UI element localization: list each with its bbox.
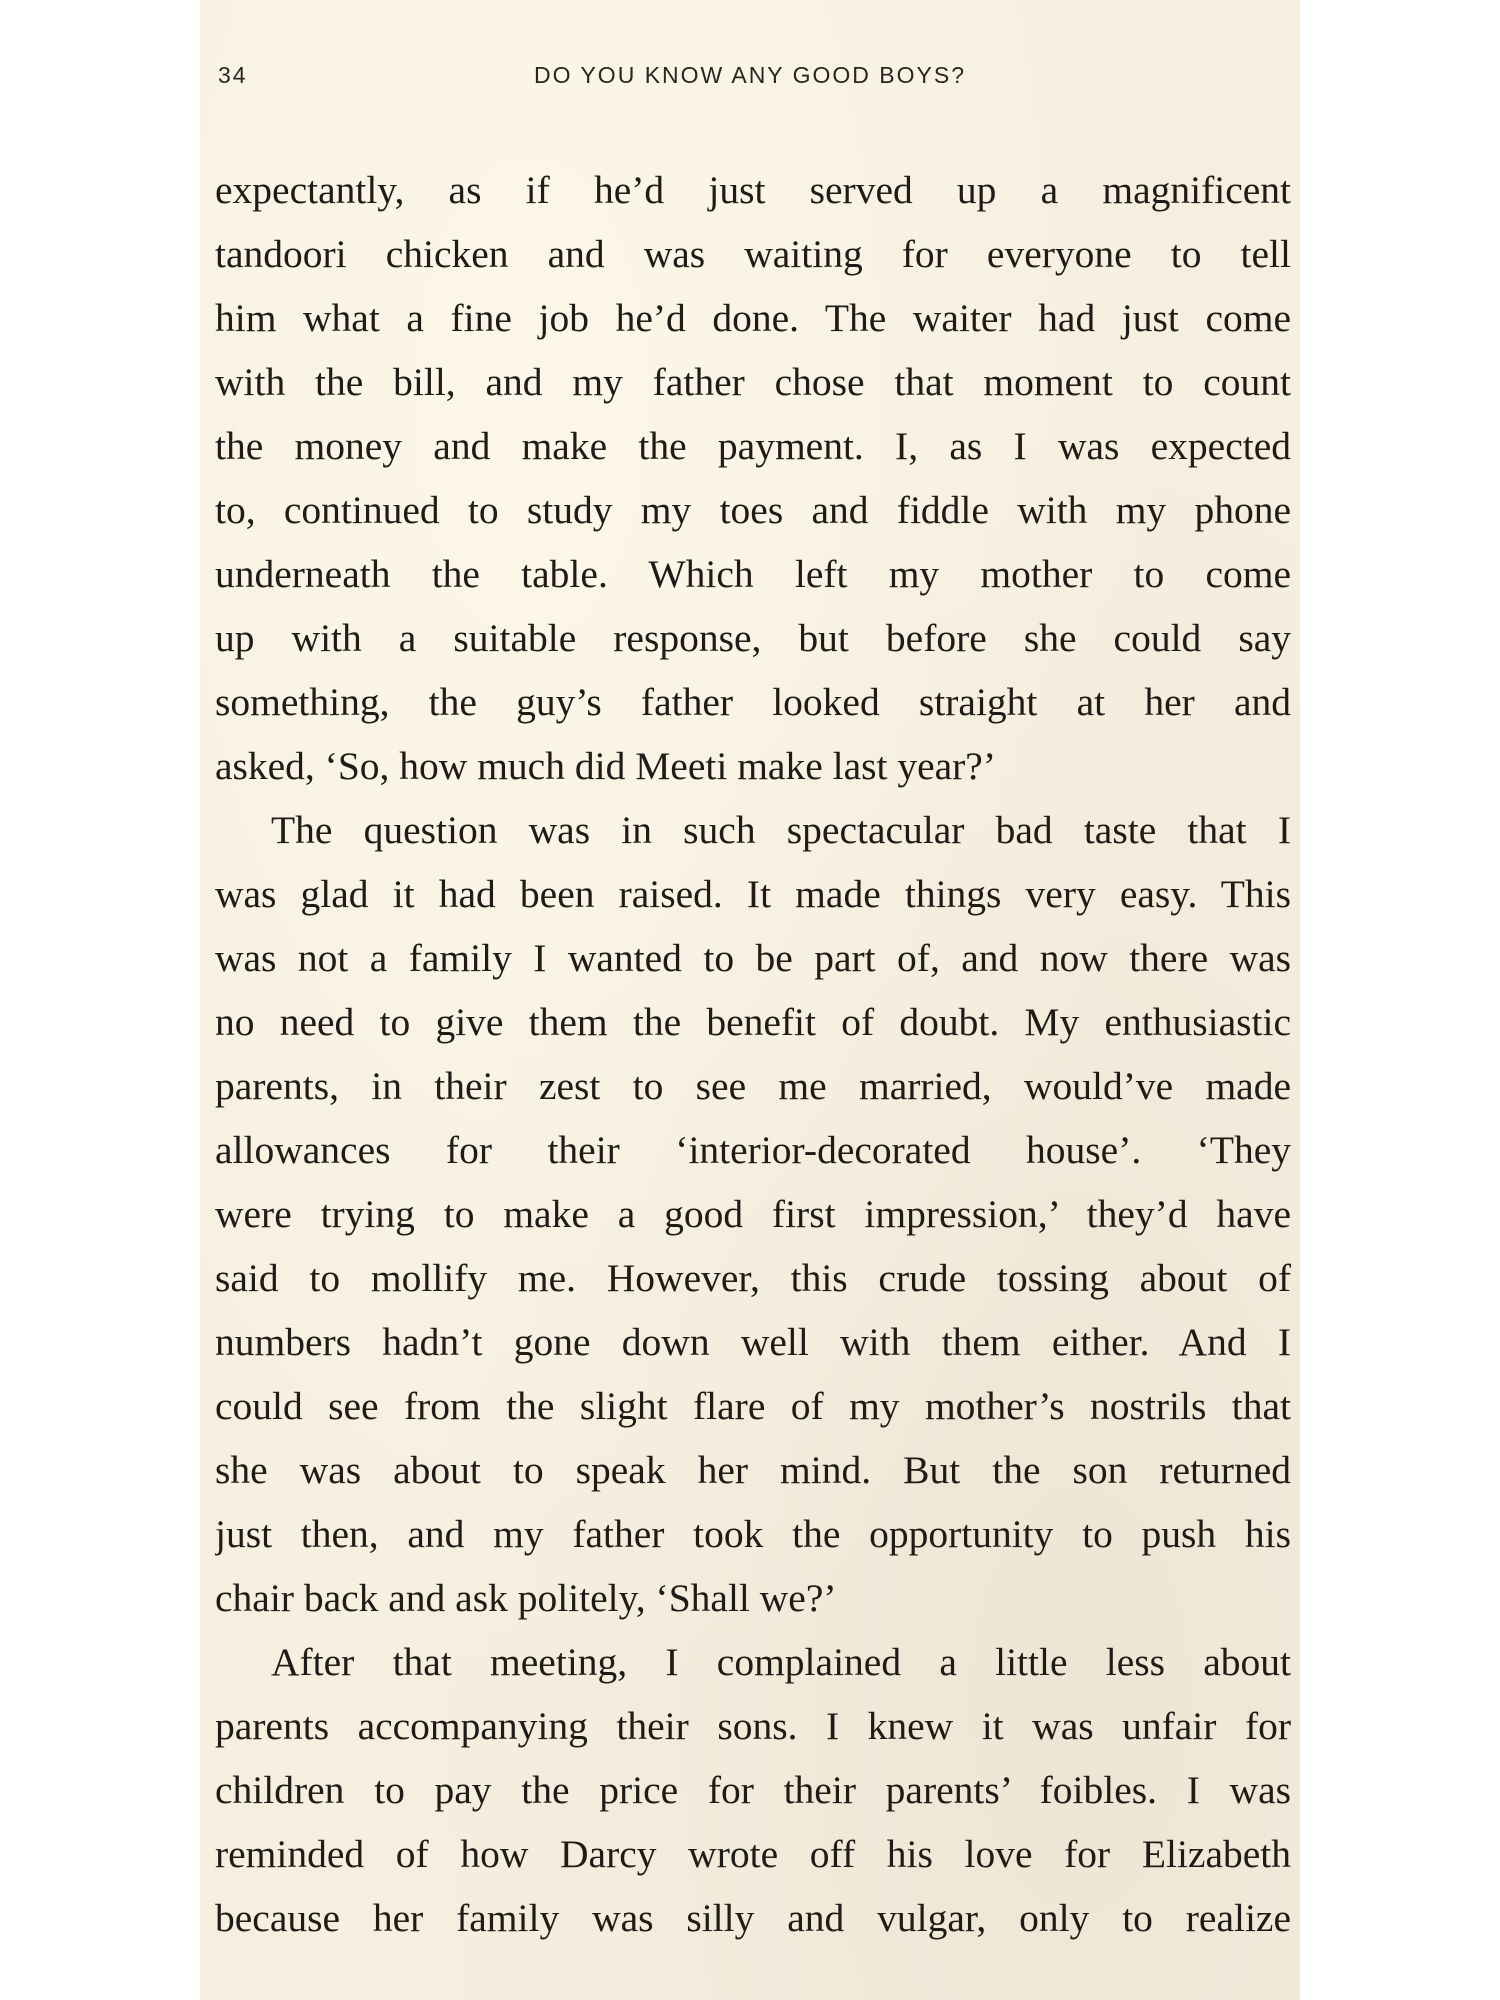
- text-line: parents, in their zest to see me married, would’ve made: [215, 1064, 1291, 1108]
- text-line: After that meeting, I complained a little less about: [271, 1640, 1291, 1684]
- text-line: up with a suitable response, but before she could say: [215, 616, 1291, 660]
- text-line: with the bill, and my father chose that moment to count: [215, 360, 1291, 404]
- text-line: to, continued to study my toes and fiddle with my phone: [215, 488, 1291, 532]
- text-line: chair back and ask politely, ‘Shall we?’: [215, 1576, 837, 1620]
- text-line: tandoori chicken and was waiting for everyone to tell: [215, 232, 1291, 276]
- text-line: numbers hadn’t gone down well with them either. And I: [215, 1320, 1291, 1364]
- book-title: DO YOU KNOW ANY GOOD BOYS?: [533, 62, 967, 88]
- text-line: reminded of how Darcy wrote off his love for Elizabeth: [215, 1832, 1291, 1876]
- text-line: could see from the slight flare of my mother’s nostrils that: [215, 1384, 1291, 1428]
- text-line: The question was in such spectacular bad taste that I: [271, 808, 1291, 852]
- text-line: was glad it had been raised. It made things very easy. This: [215, 872, 1291, 916]
- text-line: were trying to make a good first impression,’ they’d have: [215, 1192, 1291, 1236]
- page-number: 34: [218, 62, 248, 88]
- text-line: expectantly, as if he’d just served up a magnificent: [215, 168, 1291, 212]
- text-line: just then, and my father took the opportunity to push his: [215, 1512, 1291, 1556]
- text-line: asked, ‘So, how much did Meeti make last year?’: [215, 744, 996, 788]
- text-line: was not a family I wanted to be part of, and now there was: [215, 936, 1291, 980]
- text-line: because her family was silly and vulgar, only to realize: [215, 1896, 1291, 1940]
- text-line: she was about to speak her mind. But the son returned: [215, 1448, 1291, 1492]
- text-line: no need to give them the benefit of doubt. My enthusiastic: [215, 1000, 1291, 1044]
- text-line: him what a fine job he’d done. The waiter had just come: [215, 296, 1291, 340]
- text-line: underneath the table. Which left my mother to come: [215, 552, 1291, 596]
- text-line: the money and make the payment. I, as I was expected: [215, 424, 1291, 468]
- text-line: children to pay the price for their parents’ foibles. I was: [215, 1768, 1291, 1812]
- text-line: allowances for their ‘interior-decorated house’. ‘They: [215, 1128, 1291, 1172]
- running-head: [200, 62, 1300, 92]
- text-line: something, the guy’s father looked straight at her and: [215, 680, 1291, 724]
- book-page: [200, 0, 1300, 2000]
- text-line: parents accompanying their sons. I knew it was unfair for: [215, 1704, 1291, 1748]
- text-line: said to mollify me. However, this crude tossing about of: [215, 1256, 1291, 1300]
- body-text: [215, 158, 1291, 1950]
